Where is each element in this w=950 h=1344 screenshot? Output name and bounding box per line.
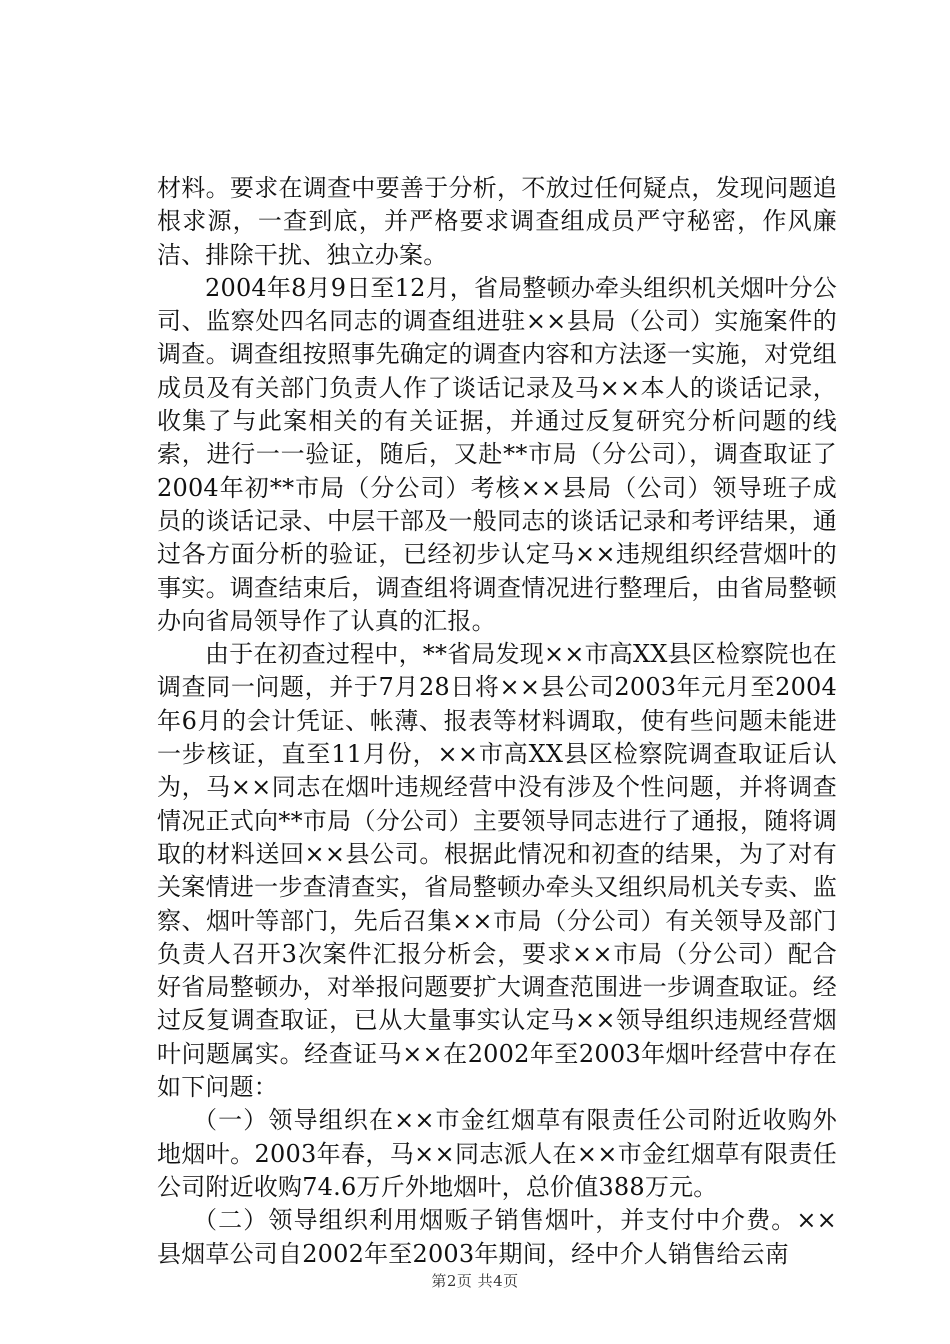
document-body: [157, 172, 837, 1271]
paragraph-continuation: 材料。要求在调查中要善于分析，不放过任何疑点，发现问题追根求源，一查到底，并严格要求调查组成员严守秘密，作风廉洁、排除干扰、独立办案。: [157, 174, 837, 269]
paragraph-investigation: 2004年8月9日至12月，省局整顿办牵头组织机关烟叶分公司、监察处四名同志的调查组进驻××县局（公司）实施案件的调查。调查组按照事先确定的调查内容和方法逐一实施，对党组成员及有关部门负责人作了谈话记录及马××本人的谈话记录，收集了与此案相关的有关证据，并通过反复研究分析问题的线索，进行一一验证，随后，又赴**市局（分公司），调查取证了2004年初**市局（分公司）考核××县局（公司）领导班子成员的谈话记录、中层干部及一般同志的谈话记录和考评结果，通过各方面分析的验证，已经初步认定马××违规组织经营烟叶的事实。调查结束后，调查组将调查情况进行整理后，由省局整顿办向省局领导作了认真的汇报。: [157, 273, 837, 635]
paragraph-issue-one: （一）领导组织在××市金红烟草有限责任公司附近收购外地烟叶。2003年春，马××同志派人在××市金红烟草有限责任公司附近收购74.6万斤外地烟叶，总价值388万元。: [157, 1106, 837, 1201]
paragraph-issue-two: （二）领导组织利用烟贩子销售烟叶，并支付中介费。××县烟草公司自2002年至2003年期间，经中介人销售给云南: [157, 1206, 837, 1268]
paragraph-initial-check: 由于在初查过程中，**省局发现××市高XX县区检察院也在调查同一问题，并于7月28日将××县公司2003年元月至2004年6月的会计凭证、帐薄、报表等材料调取，使有些问题未能进一步核证，直至11月份，××市高XX县区检察院调查取证后认为，马××同志在烟叶违规经营中没有涉及个性问题，并将调查情况正式向**市局（分公司）主要领导同志进行了通报，随将调取的材料送回××县公司。根据此情况和初查的结果，为了对有关案情进一步查清查实，省局整顿办牵头又组织局机关专卖、监察、烟叶等部门，先后召集××市局（分公司）有关领导及部门负责人召开3次案件汇报分析会，要求××市局（分公司）配合好省局整顿办，对举报问题要扩大调查范围进一步调查取证。经过反复调查取证，已从大量事实认定马××领导组织违规经营烟叶问题属实。经查证马××在2002年至2003年烟叶经营中存在如下问题：: [157, 640, 837, 1102]
page-footer: 第2页 共4页: [431, 1272, 519, 1290]
